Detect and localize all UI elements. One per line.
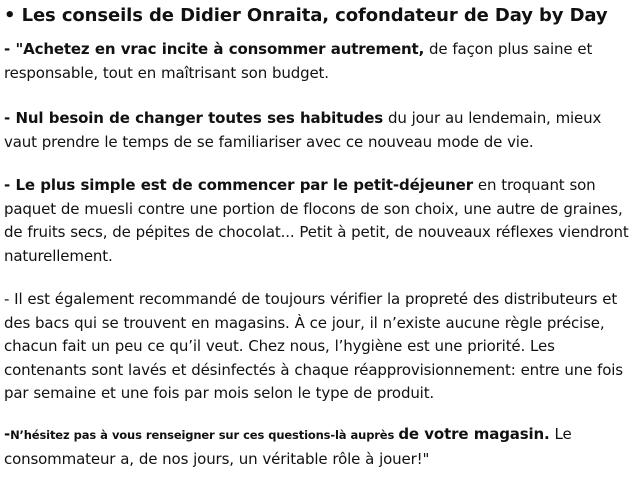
tip-paragraph-hygiene: [4, 288, 634, 406]
tip-body-text: de façon plus saine et responsable, tout en maîtrisant son budget.: [4, 40, 593, 82]
tip-body-text: - Il est également recommandé de toujours vérifier la propreté des distributeurs et des bacs qui se trouvent en magasins. À ce jour, il n’existe aucune règle précise, chacun fait un peu ce qu’il veut. Chez nous, l’hygiène est une priorité. Les contenants sont lavés et désinfectés à chaque réapprovisionnement: entre une fois par semaine et une fois par mois selon le type de produit.: [4, 290, 623, 402]
tip-dash: -: [4, 425, 11, 443]
tip-paragraph-store: [4, 423, 634, 471]
tip-lead-text: de votre magasin.: [398, 425, 550, 443]
tip-body-text: Le consommateur a, de nos jours, un véritable rôle à jouer!": [4, 425, 572, 468]
tip-paragraph-habits: [4, 107, 634, 154]
tip-small-lead-text: N’hésitez pas à vous renseigner sur ces questions-là auprès: [10, 428, 399, 442]
tip-paragraph-bulk-buying: [4, 38, 634, 85]
tip-body-text: du jour au lendemain, mieux vaut prendre le temps de se familiariser avec ce nouveau mode de vie.: [4, 109, 602, 151]
tip-lead-text: - Le plus simple est de commencer par le petit-déjeuner: [4, 176, 473, 194]
article-heading: • Les conseils de Didier Onraita, cofondateur de Day by Day: [4, 5, 608, 26]
tip-body-text: en troquant son paquet de muesli contre une portion de flocons de son choix, une autre de graines, de fruits secs, de pépites de chocolat... Petit à petit, de nouveaux réflexes viendront naturellement.: [4, 176, 629, 265]
tip-paragraph-breakfast: [4, 174, 634, 268]
tip-lead-text: - "Achetez en vrac incite à consommer autrement,: [4, 40, 425, 58]
tip-lead-text: - Nul besoin de changer toutes ses habitudes: [4, 109, 384, 127]
